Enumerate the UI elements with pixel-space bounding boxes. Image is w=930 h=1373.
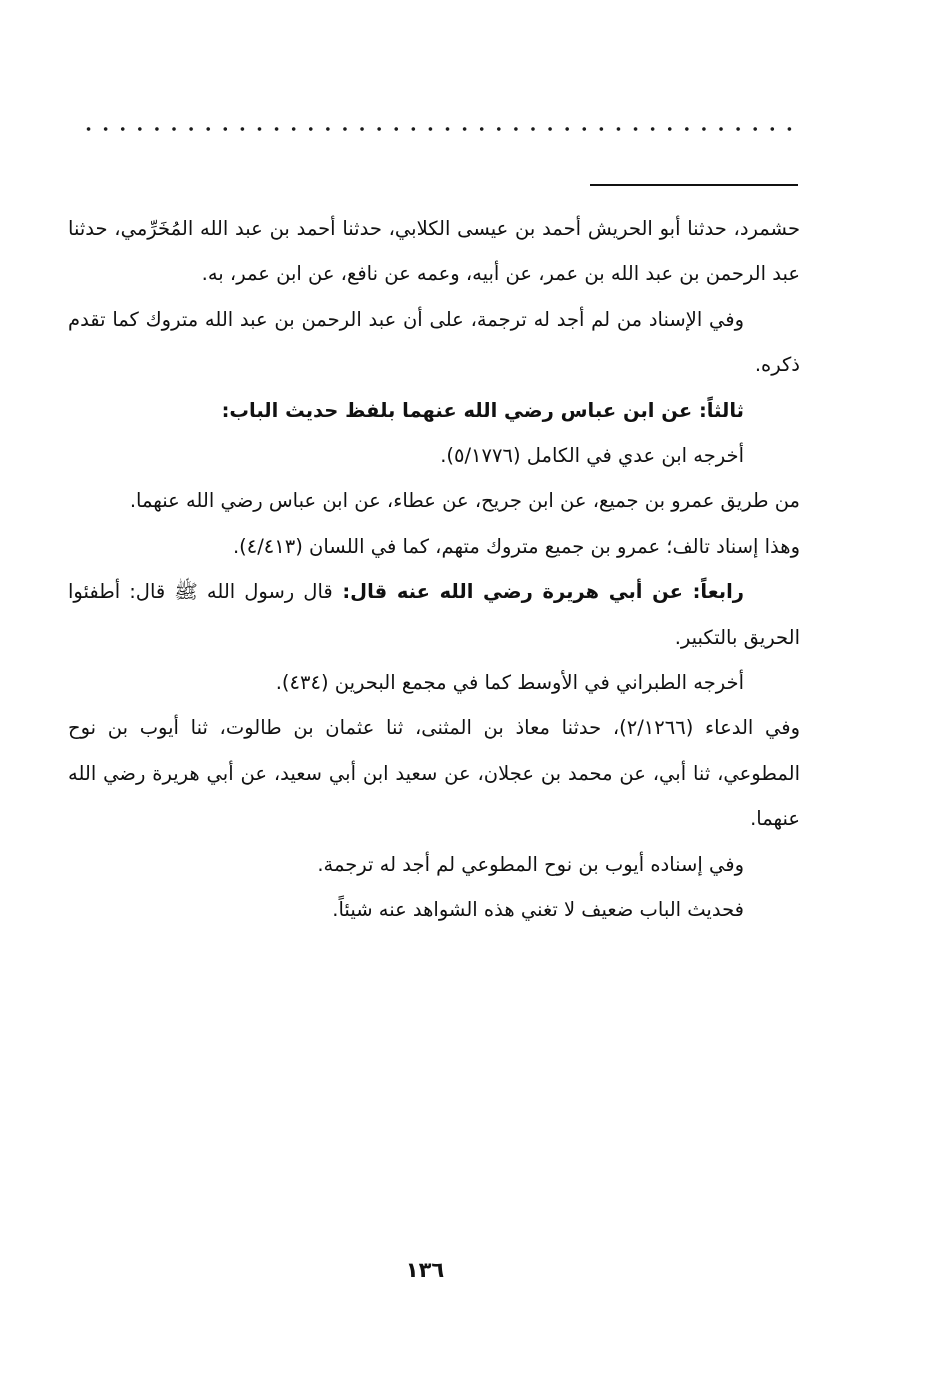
- paragraph-isnad-note: وفي الإسناد من لم أجد له ترجمة، على أن عبد الرحمن بن عبد الله متروك كما تقدم ذكره.: [68, 307, 800, 377]
- page-number: ١٣٦: [405, 1258, 445, 1282]
- dotted-separator: [80, 122, 798, 136]
- paragraph-amr-chain: من طريق عمرو بن جميع، عن ابن جريح، عن عطاء، عن ابن عباس رضي الله عنهما.: [129, 489, 800, 513]
- heading-fourth-witness-title: رابعاً: عن أبي هريرة رضي الله عنه قال:: [342, 580, 744, 604]
- paragraph-tabarani-source: أخرجه الطبراني في الأوسط كما في مجمع البحرين (٤٣٤).: [275, 671, 744, 695]
- page-text: [68, 206, 800, 933]
- heading-third-witness: ثالثاً: عن ابن عباس رضي الله عنهما بلفظ حديث الباب:: [221, 398, 744, 422]
- heading-fourth-witness: [68, 569, 800, 660]
- paragraph-isnad-talif: وهذا إسناد تالف؛ عمرو بن جميع متروك متهم، كما في اللسان (٤/٤١٣).: [232, 534, 800, 558]
- hadith-text: قال رسول الله ﷺ قال: أطفئوا الحريق بالتكبير.: [68, 580, 800, 649]
- paragraph-chain-continuation: حشمرد، حدثنا أبو الحريش أحمد بن عيسى الكلابي، حدثنا أحمد بن عبد الله المُخَرِّمي، حدثنا عبد الرحمن بن عبد الله بن عمر، عن أبيه، وعمه عن نافع، عن ابن عمر، به.: [68, 217, 800, 286]
- paragraph-ibn-adi-source: أخرجه ابن عدي في الكامل (٥/١٧٧٦).: [440, 444, 744, 468]
- footnote-rule: [590, 184, 798, 186]
- paragraph-ayyub-note: وفي إسناده أيوب بن نوح المطوعي لم أجد له ترجمة.: [317, 852, 744, 876]
- paragraph-dua-chain: وفي الدعاء (٢/١٢٦٦)، حدثنا معاذ بن المثنى، ثنا عثمان بن طالوت، ثنا أيوب بن نوح المطوعي، ثنا أبي، عن محمد بن عجلان، عن سعيد ابن أبي سعيد، عن أبي هريرة رضي الله عنهما.: [68, 716, 800, 831]
- paragraph-conclusion: فحديث الباب ضعيف لا تغني هذه الشواهد عنه شيئاً.: [332, 898, 744, 922]
